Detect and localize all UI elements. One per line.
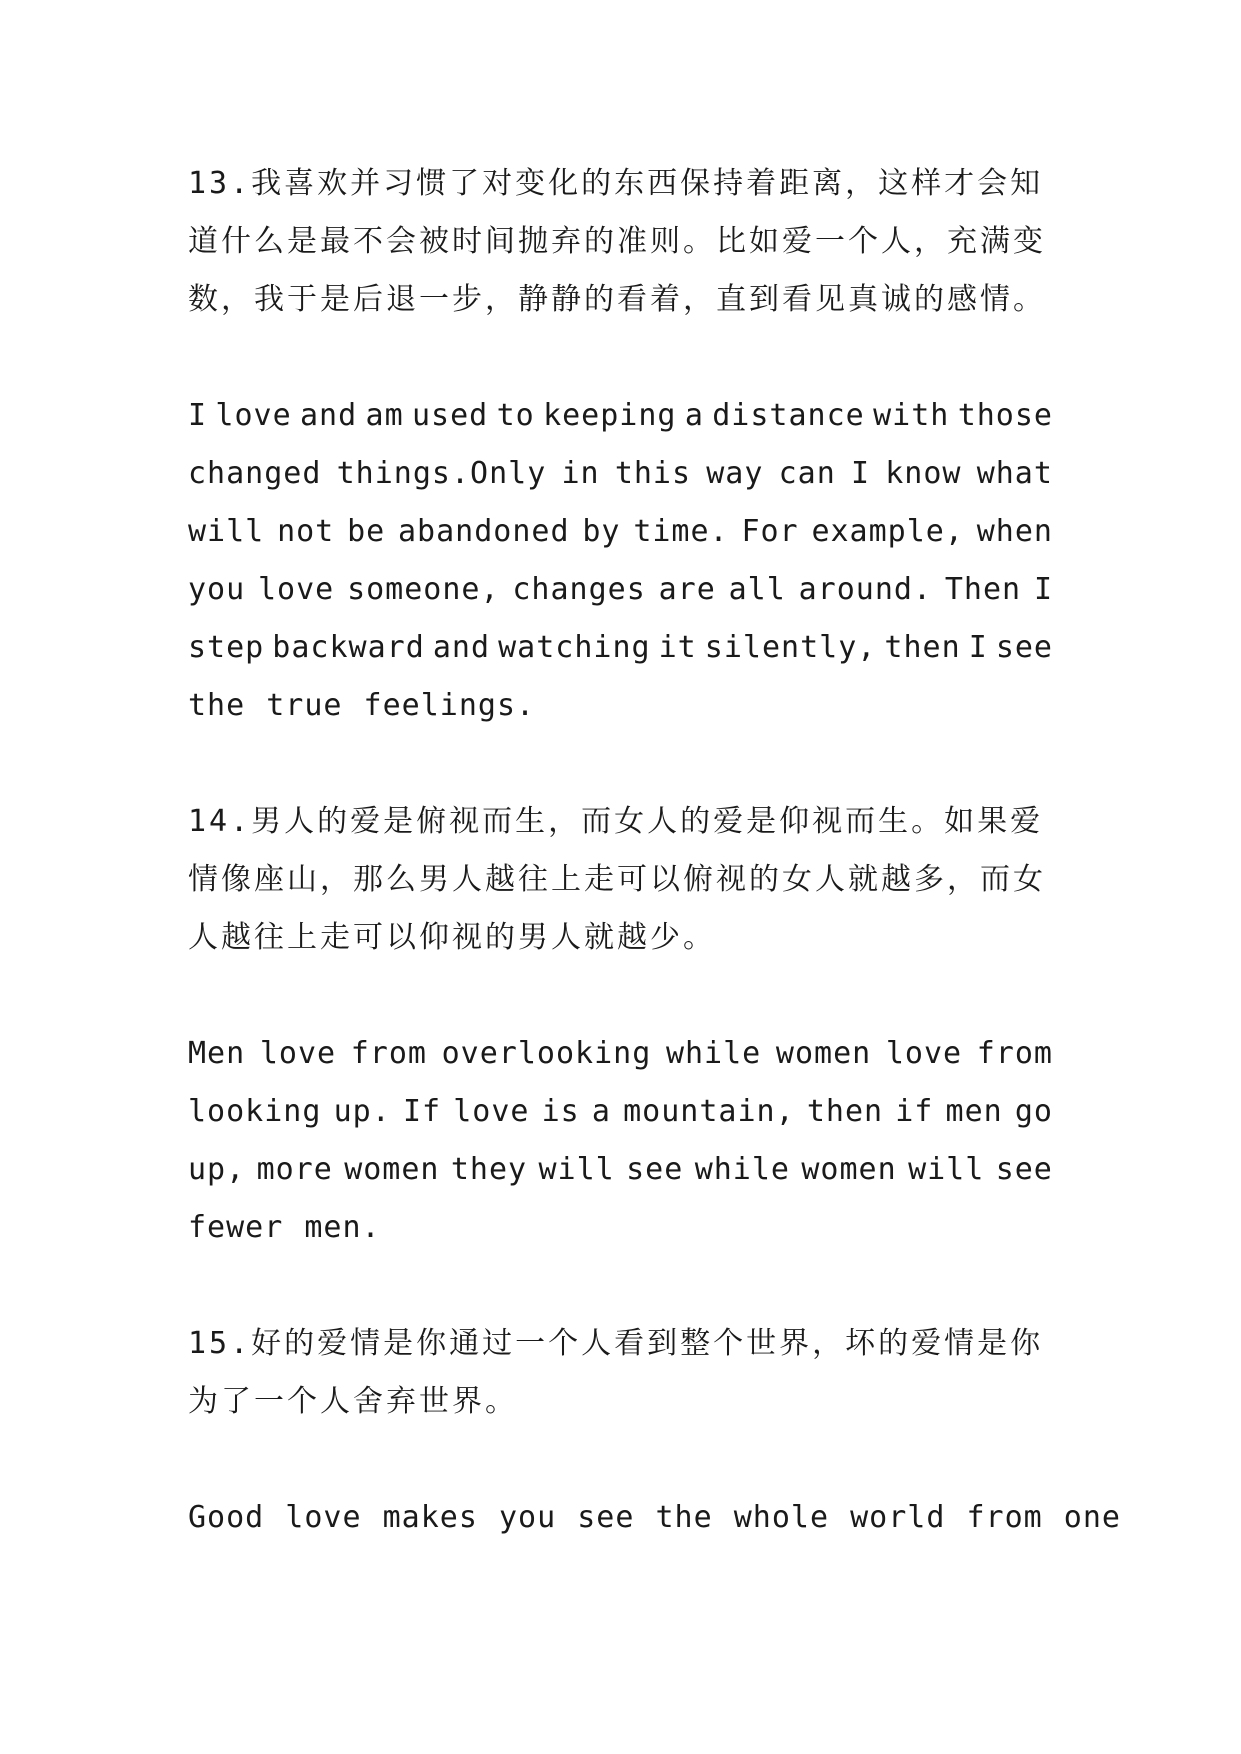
word: I [968,630,988,665]
word: step [188,630,265,665]
word: abandoned [398,514,570,549]
word: see [626,1152,684,1187]
word: those [957,398,1053,433]
text-line [188,387,1053,445]
text-line: 道什么是最不会被时间抛弃的准则。比如爱一个人，充满变 [188,224,1046,259]
word: while [665,1036,762,1071]
word: men [945,1094,1003,1129]
word: looking [188,1094,322,1129]
word: in [561,456,600,491]
word: women [344,1152,440,1187]
text-line: 数，我于是后退一步，静静的看着，直到看见真诚的感情。 [188,282,1046,317]
word: by [582,514,621,549]
word: a [591,1094,611,1129]
document-body [188,155,1121,1547]
text-line [188,1025,1053,1083]
word: around. [798,572,933,607]
word: changes [512,572,646,607]
text-line [188,561,1053,619]
word: watching [498,630,651,665]
text-line: 15.好的爱情是你通过一个人看到整个世界，坏的爱情是你 [188,1326,1044,1361]
paragraph-15-chinese [188,1315,1053,1431]
text-line: 人越往上走可以仰视的男人就越少。 [188,920,716,955]
word: from [976,1036,1053,1071]
word: Then [944,572,1022,607]
word: a [684,398,704,433]
word: women [775,1036,872,1071]
paragraph-spacer [188,1431,1053,1489]
word: all [728,572,786,607]
word: will [908,1152,985,1187]
word: go [1014,1094,1053,1129]
word: with [873,398,950,433]
word: from [350,1036,427,1071]
paragraph-spacer [188,329,1053,387]
word: this [614,456,692,491]
word: love [885,1036,963,1071]
word: not [277,514,335,549]
word: more [256,1152,333,1187]
paragraph-13-chinese [188,155,1053,329]
word: example, [811,514,964,549]
word: are [658,572,716,607]
word: love [215,398,292,433]
paragraph-14-english [188,1025,1053,1257]
text-line [188,445,1053,503]
word: it [658,630,697,665]
word: to [496,398,535,433]
text-line [188,503,1053,561]
text-line: 13.我喜欢并习惯了对变化的东西保持着距离，这样才会知 [188,166,1044,201]
word: be [347,514,386,549]
word: I [1033,572,1053,607]
paragraph-15-english [188,1489,1121,1547]
word: while [694,1152,790,1187]
text-line [188,1141,1053,1199]
word: silently, [704,630,877,665]
word: I [851,456,871,491]
word: mountain, [623,1094,795,1129]
paragraph-spacer [188,967,1053,1025]
paragraph-spacer [188,1257,1053,1315]
word: is [541,1094,580,1129]
word: love [453,1094,530,1129]
word: will [538,1152,615,1187]
word: am [365,398,404,433]
word: and [432,630,491,665]
text-line: 14.男人的爱是俯视而生，而女人的爱是仰视而生。如果爱 [188,804,1044,839]
word: up. [333,1094,391,1129]
text-line: 为了一个人舍弃世界。 [188,1384,518,1419]
word: I [188,398,208,433]
word: if [895,1094,934,1129]
word: changed [188,456,322,491]
text-line [188,619,1053,677]
word: and [300,398,358,433]
paragraph-13-english [188,387,1053,735]
word: time. [633,514,729,549]
word: keeping [543,398,677,433]
word: will [188,514,265,549]
word: Men [188,1036,246,1071]
word: see [995,630,1053,665]
word: used [412,398,489,433]
text-line: Good love makes you see the whole world from one [188,1500,1121,1535]
word: way [706,456,764,491]
word: women [801,1152,897,1187]
text-line [188,1083,1053,1141]
word: then [884,630,961,665]
text-line: the true feelings. [188,688,536,723]
word: when [976,514,1053,549]
text-line: fewer men. [188,1210,381,1245]
word: love [259,1036,337,1071]
word: things.Only [336,456,547,491]
word: If [402,1094,442,1129]
word: they [450,1152,528,1187]
word: know [885,456,962,491]
word: love [258,572,335,607]
word: see [995,1152,1053,1187]
text-line: 情像座山，那么男人越往上走可以俯视的女人就越多，而女 [188,862,1046,897]
word: can [778,456,836,491]
word: distance [712,398,865,433]
word: up, [188,1152,246,1187]
word: For [741,514,799,549]
word: backward [272,630,425,665]
word: someone, [347,572,500,607]
word: what [976,456,1053,491]
paragraph-spacer [188,735,1053,793]
paragraph-14-chinese [188,793,1053,967]
word: then [806,1094,884,1129]
word: overlooking [441,1036,652,1071]
word: you [188,572,246,607]
